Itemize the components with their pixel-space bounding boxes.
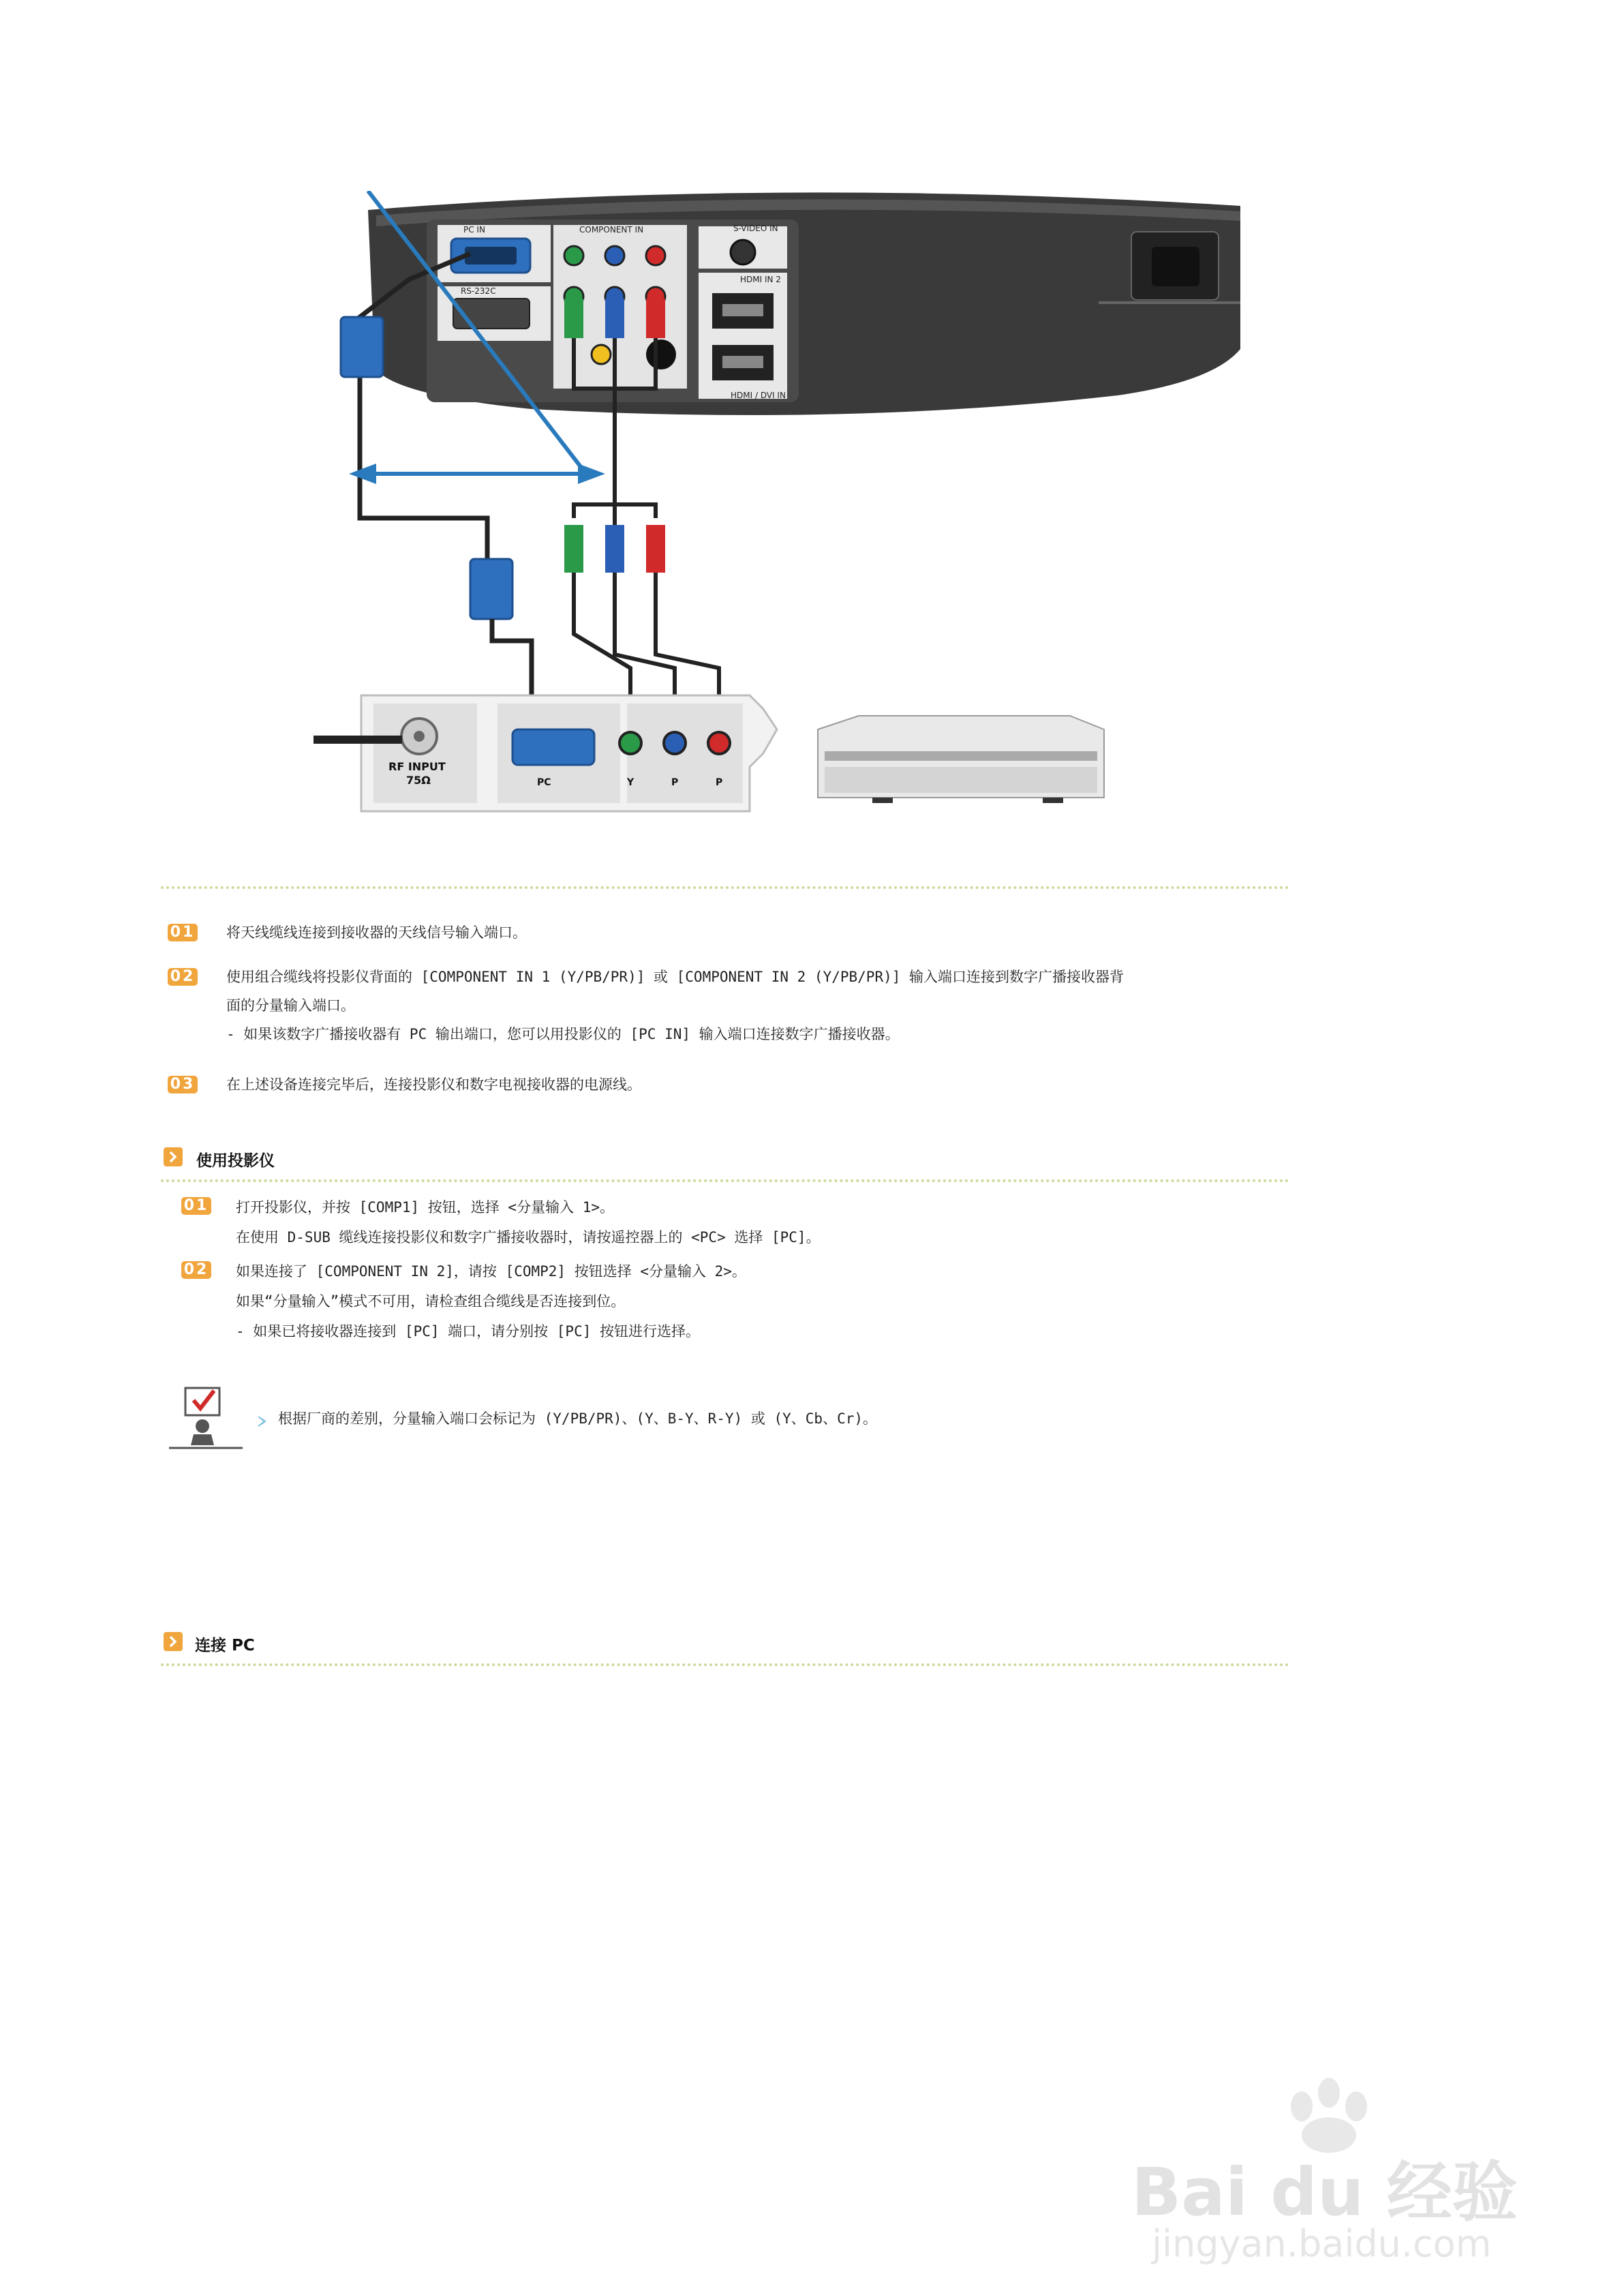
step-2-line-1: 使用组合缆线将投影仪背面的 [COMPONENT IN 1 (Y/PB/PR)] 或 [COMPONENT IN 2 (Y/PB/PR)] 输入端口连接到数字广播接收器背	[226, 969, 1124, 985]
baidu-watermark	[1131, 2072, 1567, 2277]
label-pr: P	[716, 777, 723, 788]
note-bullet-icon	[255, 1414, 270, 1429]
label-hdmi-dvi-in: HDMI / DVI IN	[731, 391, 786, 400]
section-pc-title: 连接 PC	[195, 1637, 255, 1655]
divider-pc	[161, 1663, 1289, 1666]
section-arrow-icon	[164, 1632, 183, 1651]
step-1-line-1: 将天线缆线连接到接收器的天线信号输入端口。	[226, 924, 527, 941]
step-2-line-2: 面的分量输入端口。	[226, 997, 355, 1014]
section-use-title: 使用投影仪	[196, 1152, 275, 1170]
watermark-brand: Bai du 经验	[1131, 2154, 1518, 2231]
note-figure-icon	[164, 1384, 245, 1452]
label-pb: P	[671, 777, 679, 788]
label-component-in: COMPONENT IN	[579, 225, 644, 235]
label-rf-ohm: 75Ω	[406, 774, 431, 787]
receiver-panel	[313, 695, 777, 811]
use-step-2-line-3: - 如果已将接收器连接到 [PC] 端口，请分别按 [PC] 按钮进行选择。	[236, 1323, 701, 1340]
label-svideo-in: S-VIDEO IN	[733, 224, 778, 233]
divider-use	[161, 1179, 1289, 1182]
label-rf-input: RF INPUT	[388, 760, 446, 773]
label-rs232c: RS-232C	[461, 286, 496, 296]
step-2-line-3: - 如果该数字广播接收器有 PC 输出端口，您可以用投影仪的 [PC IN] 输入端口连接数字广播接收器。	[226, 1026, 900, 1042]
divider-top	[161, 886, 1289, 889]
use-step-badge-1: 01	[181, 1197, 211, 1215]
step-badge-3: 03	[168, 1076, 198, 1093]
label-pc-in: PC IN	[463, 225, 485, 235]
set-top-box	[818, 716, 1104, 803]
projector-back-panel	[368, 192, 1240, 415]
step-3-line-1: 在上述设备连接完毕后，连接投影仪和数字电视接收器的电源线。	[226, 1076, 641, 1093]
label-hdmi-in-2: HDMI IN 2	[740, 275, 781, 284]
use-step-badge-2: 02	[181, 1261, 211, 1279]
watermark-url: jingyan.baidu.com	[1152, 2222, 1492, 2265]
step-badge-1: 01	[168, 924, 198, 941]
connection-diagram	[300, 191, 1254, 818]
label-y: Y	[627, 777, 634, 788]
use-step-1-line-2: 在使用 D-SUB 缆线连接投影仪和数字广播接收器时，请按遥控器上的 <PC> 选择 [PC]。	[236, 1229, 821, 1245]
step-badge-2: 02	[168, 968, 198, 986]
section-arrow-icon	[164, 1147, 183, 1166]
use-step-2-line-1: 如果连接了 [COMPONENT IN 2]，请按 [COMP2] 按钮选择 <分量输入 2>。	[236, 1263, 746, 1280]
label-pc: PC	[537, 777, 551, 788]
note-text: 根据厂商的差别，分量输入端口会标记为 (Y/PB/PR)、(Y、B-Y、R-Y) 或 (Y、Cb、Cr)。	[278, 1410, 878, 1427]
use-step-2-line-2: 如果“分量输入”模式不可用，请检查组合缆线是否连接到位。	[236, 1293, 626, 1310]
use-step-1-line-1: 打开投影仪，并按 [COMP1] 按钮，选择 <分量输入 1>。	[236, 1199, 615, 1215]
